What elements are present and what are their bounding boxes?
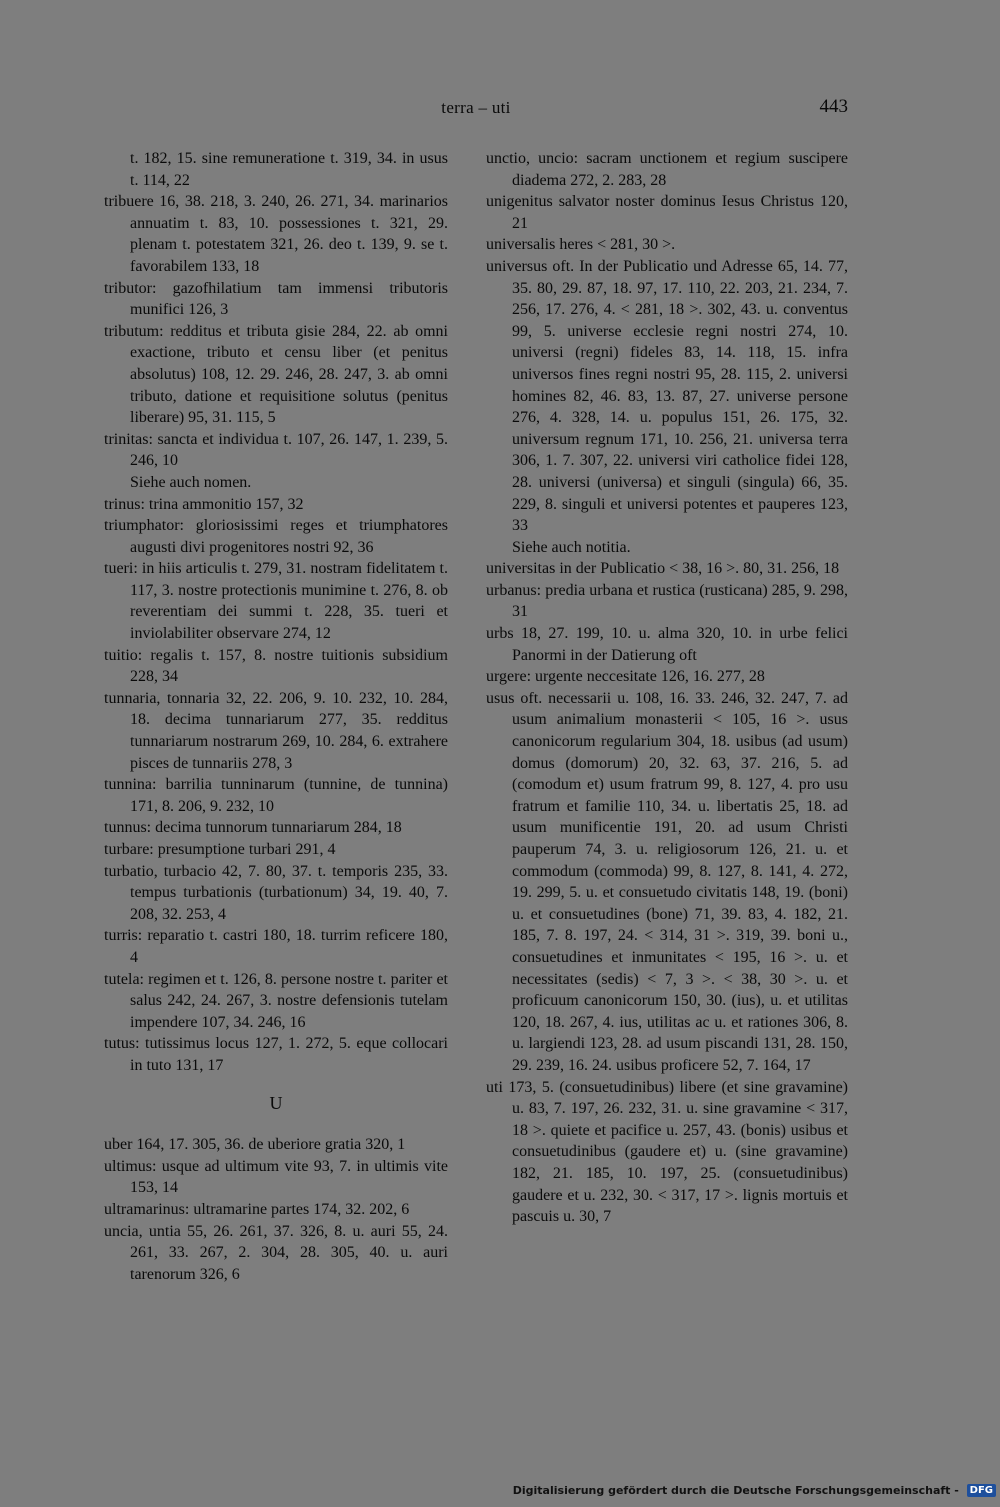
index-entry: urbs 18, 27. 199, 10. u. alma 320, 10. in urbe felici Panormi in der Datierung oft [486,625,848,664]
index-entry: universalis heres < 281, 30 >. [486,236,676,254]
page-header [104,98,848,126]
dfg-logo-icon: DFG [967,1484,996,1497]
index-entry: t. 182, 15. sine remuneratione t. 319, 34. in usus t. 114, 22 [130,150,448,189]
right-column [486,148,848,1228]
index-entry: unigenitus salvator noster dominus Iesus Christus 120, 21 [486,193,848,232]
footer [0,1483,1000,1507]
index-entry: uber 164, 17. 305, 36. de uberiore gratia 320, 1 [104,1136,406,1154]
index-entry: urbanus: predia urbana et rustica (rusticana) 285, 9. 298, 31 [486,581,848,621]
index-entry: unctio, uncio: sacram unctionem et regium suscipere diadema 272, 2. 283, 28 [486,150,848,189]
index-entry: uti 173, 5. (consuetudinibus) libere (et sine gravamine) u. 83, 7. 197, 26. 232, 31. u. sine gravamine < 317, 18 >. quiete et pacifice u. 257, 43. (bonis) usibus et consuetudinibus (gaudere et) u. (sine gravamine) 182, 21. 185, 10. 197, 25. (consuetudinibus) gaudere et u. 232, 30. < 317, 17 >. lignis mortuis et pascuis u. 30, 7 [486,1078,848,1226]
index-entry: tutela: regimen et t. 126, 8. persone nostre t. pariter et salus 242, 24. 267, 3. nostre defensionis tutelam impendere 107, 34. 246, 16 [104,970,448,1031]
index-entry: triumphator: gloriosissimi reges et triumphatores augusti divi progenitores nostri 92, 36 [104,517,448,556]
running-head: terra – uti [441,98,511,117]
index-entry: tributum: redditus et tributa gisie 284, 22. ab omni exactione, tributo et censu liber (et penitus absolutus) 108, 12. 29. 246, 28. 247, 3. ab omni tributo, datione et requisitione solutus (penitus liberare) 95, 31. 115, 5 [104,322,448,427]
index-entry: ultimus: usque ad ultimum vite 93, 7. in ultimis vite 153, 14 [104,1157,448,1197]
page-number: 443 [819,96,848,117]
funding-note: Digitalisierung gefördert durch die Deutsche Forschungsgemeinschaft - [512,1483,959,1497]
left-column [104,148,448,1285]
index-entry: tutus: tutissimus locus 127, 1. 272, 5. eque collocari in tuto 131, 17 [104,1035,448,1074]
index-entry: trinus: trina ammonitio 157, 32 [104,495,304,513]
index-entry: tunnaria, tonnaria 32, 22. 206, 9. 10. 232, 10. 284, 18. decima tunnariarum 277, 35. redditus tunnariarum nostrarum 269, 10. 284, 6. extrahere pisces de tunnariis 278, 3 [104,689,448,772]
see-also-note: Siehe auch nomen. [130,473,252,491]
section-letter: U [269,1092,283,1113]
index-entry: tributor: gazofhilatium tam immensi tributoris munifici 126, 3 [104,279,448,319]
index-entry: tunnus: decima tunnorum tunnariarum 284, 18 [104,819,402,837]
see-also-note: Siehe auch notitia. [512,538,631,556]
index-entry: urgere: urgente neccesitate 126, 16. 277, 28 [486,668,765,686]
index-entry: trinitas: sancta et individua t. 107, 26. 147, 1. 239, 5. 246, 10 [104,430,448,470]
index-entry: turris: reparatio t. castri 180, 18. turrim reficere 180, 4 [104,927,448,966]
index-entry: usus oft. necessarii u. 108, 16. 33. 246, 32. 247, 7. ad usum animalium monasterii < 105, 16 >. usus canonicorum regularium 304, 18. usibus (ad usum) domus (domorum) 20, 32. 63, 37. 216, 5. ad (comodum et) usum fratrum 99, 8. 127, 4. pro usu fratrum et familie 110, 34. u. libertatis 25, 18. ad usum munificentie 191, 20. ad usum Christi pauperum 74, 3. u. religiosorum 126, 21. u. et commodum (commoda) 99, 8. 127, 8. 141, 4. 272, 19. 299, 5. u. et consuetudo civitatis 148, 19. (boni) u. et consuetudines (bone) 71, 39. 83, 4. 182, 21. 185, 7. 8. 197, 24. < 314, 31 >. 319, 39. boni u., consuetudines et inmunitates < 195, 16 >. u. et necessitates (sedis) < 7, 3 >. < 38, 30 >. u. et proficuum canonicorum 150, 30. (ius), u. et utilitas 120, 18. 267, 4. ius, utilitas ac u. et rationes 306, 8. u. largiendi 123, 28. ad usum piscandi 131, 28. 150, 29. 239, 16. 24. usibus proficere 52, 7. 164, 17 [486,689,848,1074]
index-entry: universus oft. In der Publicatio und Adresse 65, 14. 77, 35. 80, 29. 87, 18. 97, 17. 110, 22. 203, 21. 234, 7. 256, 17. 276, 4. < 281, 18 >. 302, 43. u. conventus 99, 5. universe ecclesie regni nostri 274, 10. universi (regni) fideles 83, 14. 118, 15. infra universos fines regni nostri 95, 28. 115, 2. universi homines 82, 46. 83, 13. 87, 27. universe persone 276, 4. 328, 14. u. populus 151, 26. 175, 32. universum regnum 171, 10. 256, 21. universa terra 306, 1. 7. 307, 22. universi viri catholice fidei 128, 28. universi (universa) et singuli (singula) 66, 35. 229, 8. singuli et universi potentes et pauperes 123, 33 [486,257,848,535]
index-entry: tueri: in hiis articulis t. 279, 31. nostram fidelitatem t. 117, 3. nostre protectionis munimine t. 276, 8. ob reverentiam dei summi t. 228, 35. tueri et inviolabiliter observare 274, 12 [104,560,448,643]
index-entry: ultramarinus: ultramarine partes 174, 32. 202, 6 [104,1200,410,1218]
index-entry: universitas in der Publicatio < 38, 16 >. 80, 31. 256, 18 [486,560,840,578]
index-entry: tribuere 16, 38. 218, 3. 240, 26. 271, 34. marinarios annuatim t. 83, 10. possessiones t. 321, 29. plenam t. potestatem 321, 26. deo t. 139, 9. se t. favorabilem 133, 18 [104,193,448,275]
index-entry: tunnina: barrilia tunninarum (tunnine, de tunnina) 171, 8. 206, 9. 232, 10 [104,776,448,815]
index-entry: turbatio, turbacio 42, 7. 80, 37. t. temporis 235, 33. tempus turbationis (turbationum) 34, 19. 40, 7. 208, 32. 253, 4 [104,862,448,923]
index-entry: turbare: presumptione turbari 291, 4 [104,841,336,858]
index-entry: tuitio: regalis t. 157, 8. nostre tuitionis subsidium 228, 34 [104,646,448,686]
index-entry: uncia, untia 55, 26. 261, 37. 326, 8. u. auri 55, 24. 261, 33. 267, 2. 304, 28. 305, 40. u. auri tarenorum 326, 6 [104,1222,448,1283]
